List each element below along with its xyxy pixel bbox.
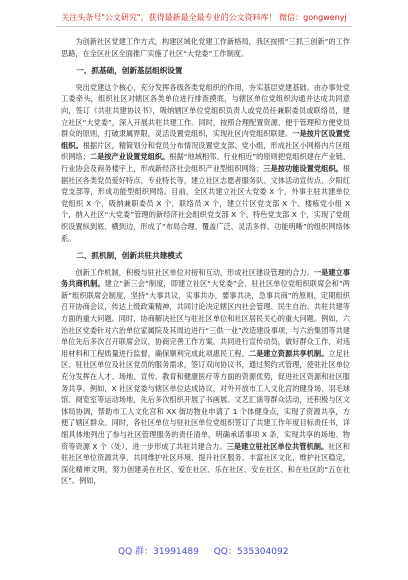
text-run: 根据片区，精简划分和党员分布情况设置党支部、党小组，形成社区小网格内片区组织网络； xyxy=(61,140,350,162)
intro-paragraph: 为创新社区党建工作方式，构建区域化党建工作新格局，我区按照“三抓三创新”的工作思路，在全区社区全面推广实施了社区“大党委”工作制度。 xyxy=(61,37,350,58)
bold-subheading: 二是建立资源共享机制。 xyxy=(248,348,329,358)
document-body xyxy=(61,36,350,534)
section-2-paragraph xyxy=(61,267,350,487)
footer-qq: QQ：535304092 xyxy=(213,547,289,557)
section-1-paragraph xyxy=(61,82,350,244)
footer-contact xyxy=(118,545,318,559)
text-run: 创新工作机制，积极与驻社区单位对接和互动，形成社区建设管理的合力。 xyxy=(75,267,314,277)
bold-subheading: 三是建立驻社区单位共管机制。 xyxy=(226,441,329,451)
bold-subheading: 一是建立事务共商机制。 xyxy=(61,267,350,289)
text-run: 根据社区各类党员爱好特点、专业特长等，建立社区志愿者服务队、文体活动宣传点、夕阳红党支部等，形成功能型组织网络。目前，全区共建立社区大党委 X 个，外事主驻共建单位党组织 X 个，吸纳兼职委员 X 个，联络员 X 个，建立片区党支部 X 个、楼栋党小组 X 个，纳入社区“大党委”管理的新经济社会组织党支部 X 个、特色党支部 X 个，实现了党组织设置纵到底、横到边，形成了“布局合理、覆盖广泛、灵活多样、功能明晰”的组织网络体系。 xyxy=(61,163,350,243)
bold-subheading: 二是按产业设置党组织。 xyxy=(89,152,170,162)
bold-subheading: 三是按功能设置党组织。 xyxy=(263,163,343,173)
section-2-heading: 二、抓机制，创新共驻共建模式 xyxy=(76,251,183,261)
bold-subheading: 一是按片区设置党组织。 xyxy=(61,129,350,150)
text-run: 立足社区、驻社区单位及社区党员的服务需求，签订双向协议书，通过契约式管理，使驻社区单位充分发挥在人才、场地、宣传、教育和健康医疗等方面的资源优势，促进社区资源和社区服务共享。例如，X 社区党委与辖区单位达成协议，对外开放市工人文化宫的健身场、羽毛球馆、阅览室等运动场地，先后多次组织开展了书画展、文艺汇演等群众活动，还积极与区文体局协调，帮助市工人文化宫和 XX 街坊物业申请了 1 个体健身点，实现了资源共享，方便了辖区群众。同时，各社区单位与驻社区单位党组织签订了共建工作年度目标责任书，详细具体地列出了参与社区管理服务的责任清单，明确承诺事项 X 条，实现共享的场地、物资等资源 X 个（处），进一步形成了共驻共建合力。 xyxy=(61,348,350,451)
text-run: 社区和驻社区单位资源共享、共同维护社区环境、提升社区服务、丰富社区文化，维护社区稳定，深化精神文明，努力创建美在社区、爱在社区、乐在社区、安在社区、和在社区的“五在社区”。例如， xyxy=(61,441,350,486)
section-1-heading: 一、抓基础，创新基层组织设置 xyxy=(76,66,183,76)
header-banner xyxy=(56,10,352,27)
footer-qq-group: QQ 群：31991489 xyxy=(118,547,199,557)
text-run: 突出党建这个核心，充分发挥各级各类党组织的作用，夯实基层党建基础。由办事处党工委牵头，组织社区对辖区各类单位进行排查摸底，与辖区单位党组织沟通并达成共同意向，签订《共驻共建协议书》，吸纳辖区单位党组织负责人或党员任兼职委员或联络员，建立社区“大党委”，深入开展共驻共建工作。同时，按照合理配置资源、便于管理和方便党员群众的原则，打破隶属界限，灵活设置党组织，实现社区内党组织联建。 xyxy=(61,82,350,139)
text-run: 建立“新三会”制度，即建立社区“大党委”会、驻社区单位党组织联席会和“两新”组织联席会制度，坚持“大事共议，实事共办，要事共决，急事共商”的原则，定期组织召开协商会议，传达上级政策精神，共同讨论决定辖区内社会管理、民生自治、共驻共建等方面的重大问题。同时，协商解决社区与驻社区单位和社区居民关心的重大问题。例如，六治社区党委针对六治单位家属院及其周边进行“三供一业”改造建设事项，与六治集团等共建单位先后多次召开联席会议，协商完善工作方案，共同进行宣传动员，做好群众工作，对违用材料和工程质量进行监督，确保顺利完成此项惠民工程。 xyxy=(61,279,350,358)
text-run: 根据“地域相邻、行业相近”的原则把党组织建在产业链、行业协会及商务楼宇上，形成新经济社会组织产业型组织网络； xyxy=(61,152,350,173)
banner-text: 关注头条号"公文研究"，获得最新最全最专业的公文资料库！ 微信：gongwenyj xyxy=(61,13,347,22)
